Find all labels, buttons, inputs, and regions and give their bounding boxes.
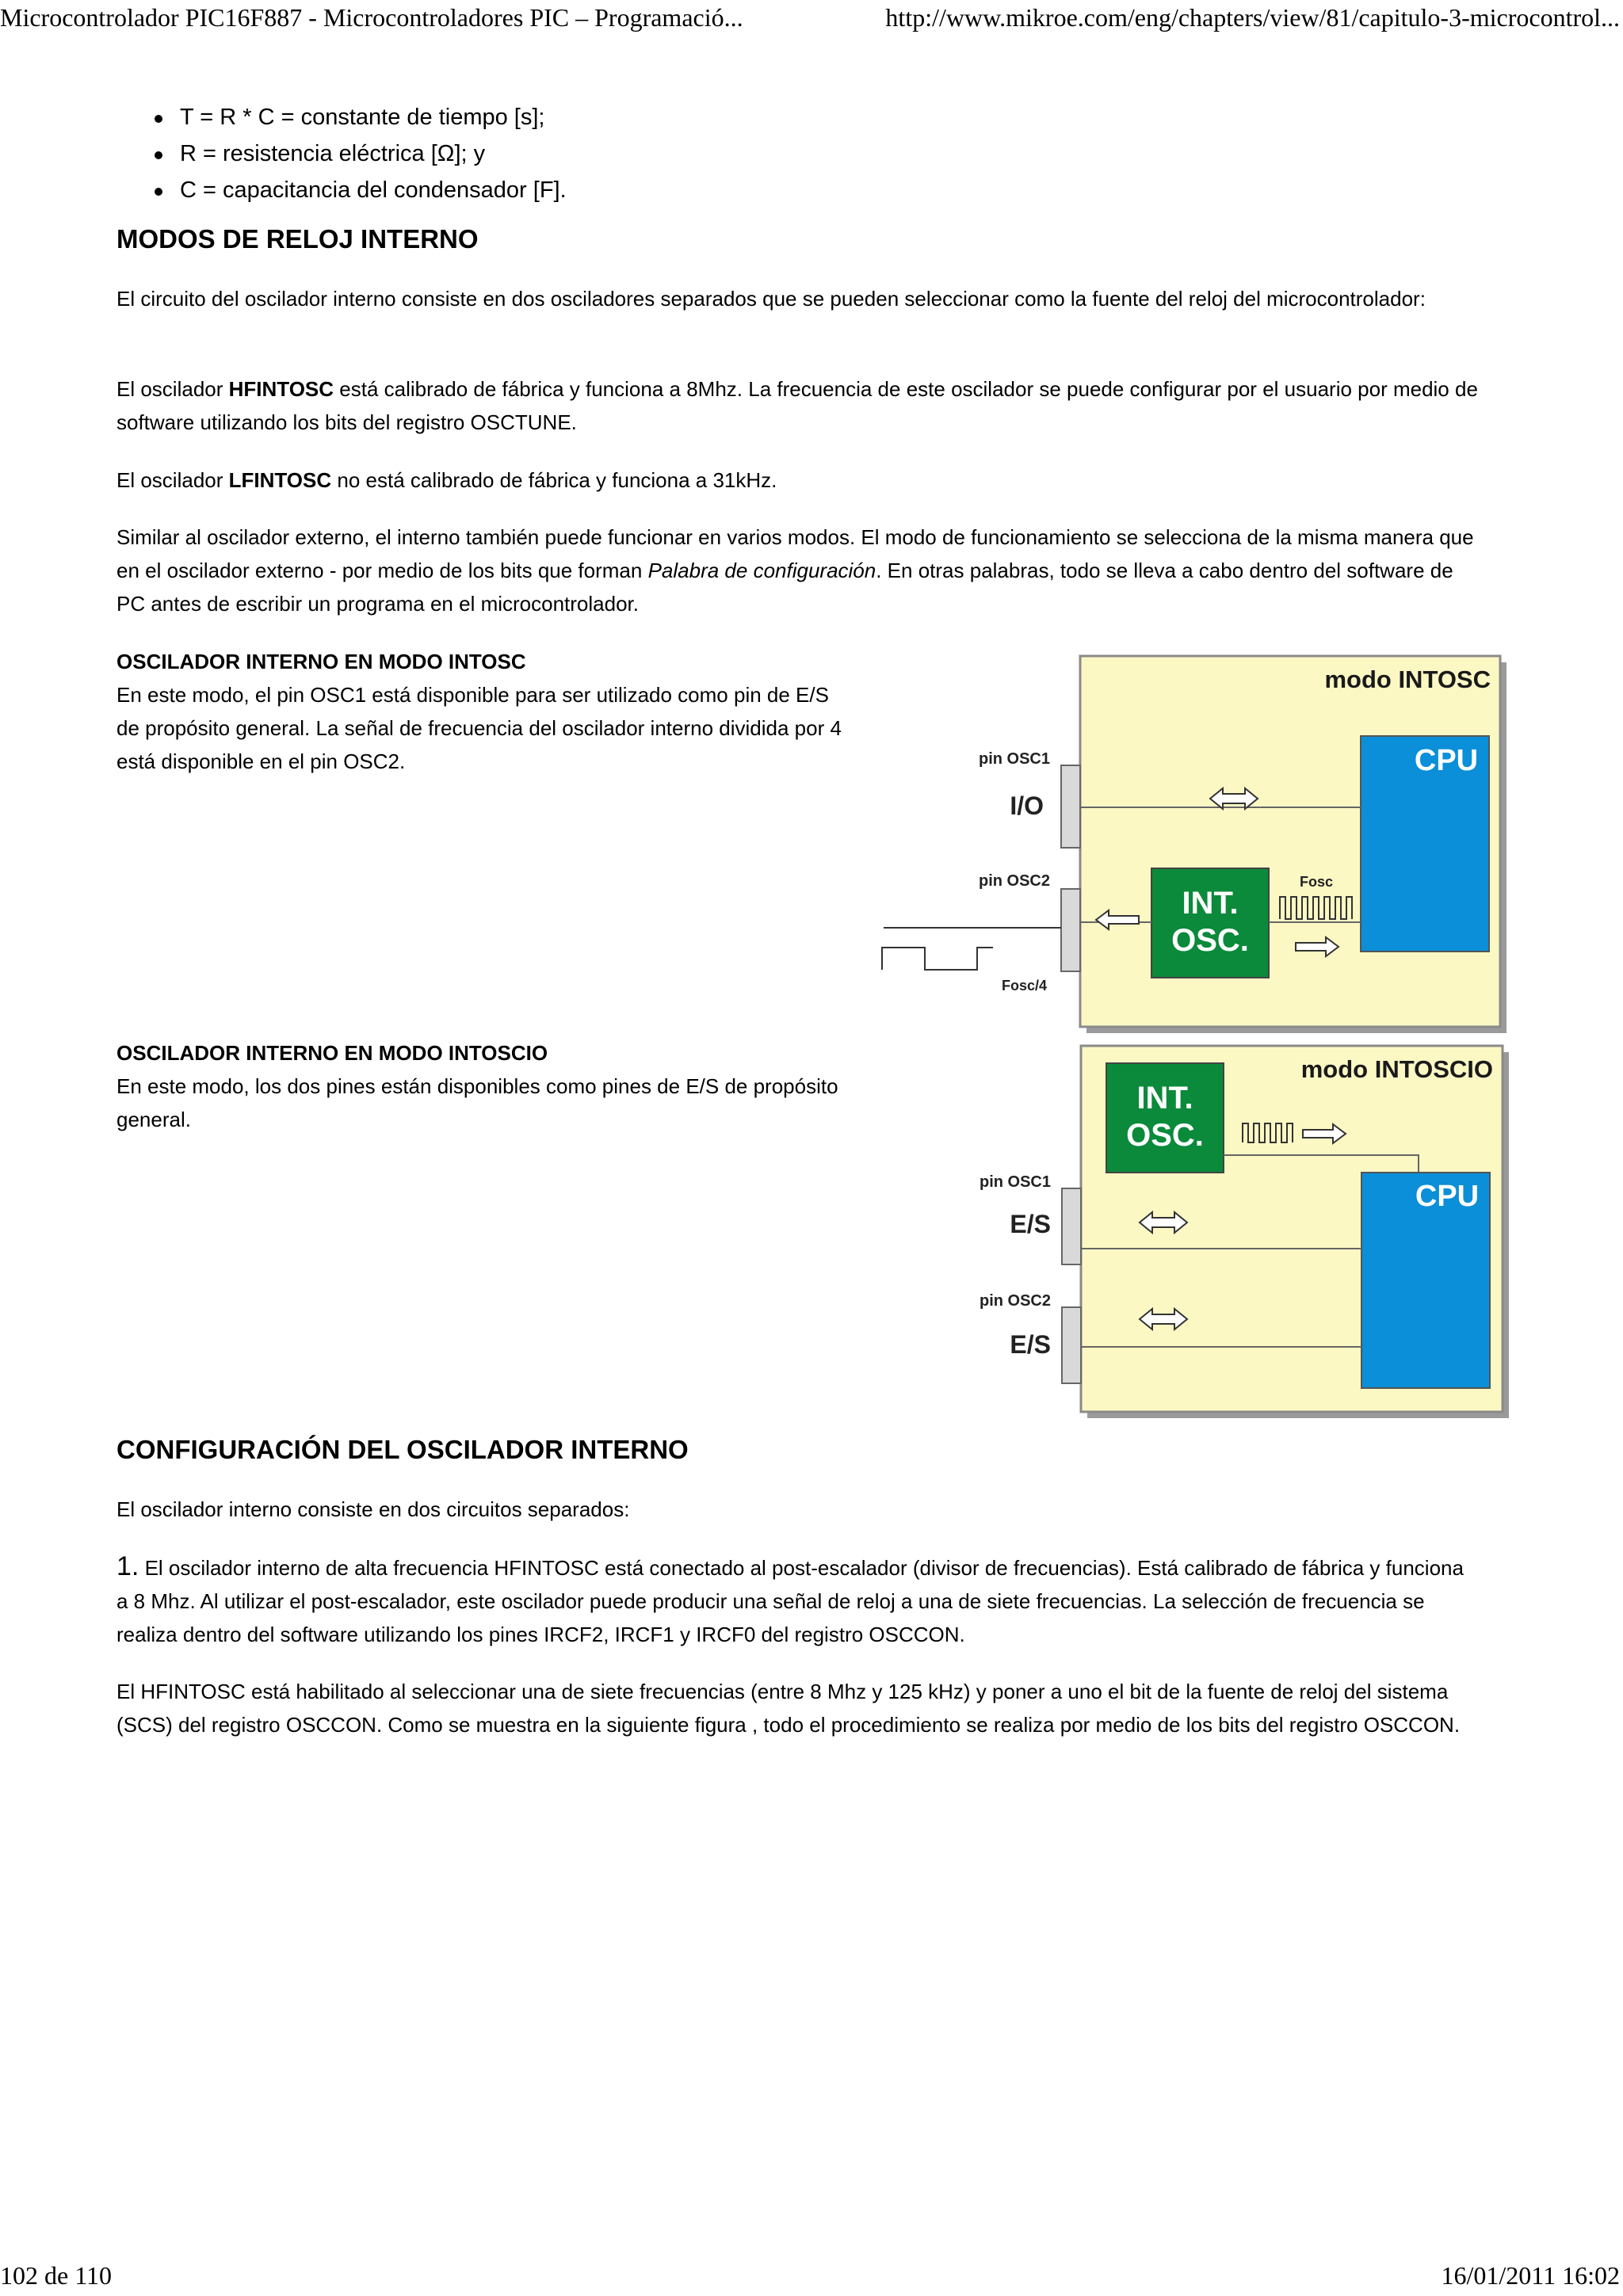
section-heading: CONFIGURACIÓN DEL OSCILADOR INTERNO [116, 1435, 689, 1464]
subsection-heading: OSCILADOR INTERNO EN MODO INTOSC [116, 650, 526, 673]
page-footer-datetime: 16/01/2011 16:02 [1441, 2261, 1620, 2290]
list-item: C = capacitancia del condensador [F]. [180, 172, 972, 208]
paragraph: El oscilador interno consiste en dos circuitos separados: [116, 1497, 630, 1521]
page-footer-number: 102 de 110 [0, 2261, 113, 2290]
int-osc-line2: OSC. [1126, 1118, 1204, 1153]
pin-osc2-label: pin OSC2 [978, 872, 1050, 890]
list-number: 1. [116, 1551, 139, 1581]
pin-osc2-label: pin OSC2 [979, 1292, 1051, 1310]
pin-osc2 [1062, 1307, 1081, 1383]
pin-osc1-function: E/S [1010, 1210, 1051, 1238]
page-header-title: Microcontrolador PIC16F887 - Microcontroladores PIC – Programació... [0, 3, 743, 32]
formula-list [116, 99, 972, 208]
page-header-url: http://www.mikroe.com/eng/chapters/view/81/capitulo-3-microcontrol... [885, 3, 1620, 32]
section-heading: MODOS DE RELOJ INTERNO [116, 224, 479, 254]
paragraph: En este modo, el pin OSC1 está disponible para ser utilizado como pin de E/S de propósito general. La señal de frecuencia del oscilador interno dividida por 4 está disponible en el pin OSC2. [116, 683, 842, 773]
fosc-label: Fosc [1299, 874, 1334, 890]
cpu-label: CPU [1415, 1180, 1480, 1213]
int-osc-line2: OSC. [1171, 923, 1249, 958]
mode-label: modo INTOSC [1324, 666, 1491, 693]
list-item: R = resistencia eléctrica [Ω]; y [180, 135, 972, 172]
intosc-diagram [876, 654, 1510, 1033]
paragraph: El oscilador LFINTOSC no está calibrado de fábrica y funciona a 31kHz. [116, 468, 777, 492]
paragraph: El oscilador HFINTOSC está calibrado de fábrica y funciona a 8Mhz. La frecuencia de este oscilador se puede configurar por el usuario por medio de software utilizando los bits del registro OSCTUNE. [116, 377, 1478, 434]
pin-osc1 [1062, 1188, 1081, 1264]
pin-osc1-function: I/O [1010, 791, 1044, 820]
paragraph: Similar al oscilador externo, el interno también puede funcionar en varios modos. El modo de funcionamiento se selecciona de la misma manera que en el oscilador externo - por medio de los bits que forman Palabra de configuración. En otras palabras, todo se lleva a cabo dentro del software de PC antes de escribir un programa en el microcontrolador. [116, 525, 1474, 616]
paragraph: En este modo, los dos pines están disponibles como pines de E/S de propósito general. [116, 1074, 838, 1131]
list-item: T = R * C = constante de tiempo [s]; [180, 99, 972, 135]
intoscio-diagram [967, 1044, 1514, 1418]
paragraph: El HFINTOSC está habilitado al seleccionar una de siete frecuencias (entre 8 Mhz y 125 kHz) y poner a uno el bit de la fuente de reloj del sistema (SCS) del registro OSCCON. Como se muestra en la siguiente figura , todo el procedimiento se realiza por medio de los bits del registro OSCCON. [116, 1680, 1461, 1737]
int-osc-line1: INT. [1182, 886, 1239, 921]
int-osc-line1: INT. [1136, 1081, 1193, 1116]
paragraph: El circuito del oscilador interno consiste en dos osciladores separados que se pueden seleccionar como la fuente del reloj del microcontrolador: [116, 287, 1426, 311]
fosc4-waveform-icon [882, 948, 993, 970]
mode-label: modo INTOSCIO [1300, 1055, 1493, 1083]
cpu-label: CPU [1414, 744, 1479, 777]
pin-osc1-label: pin OSC1 [979, 1173, 1051, 1191]
fosc4-label: Fosc/4 [1001, 978, 1047, 994]
pin-osc2 [1061, 889, 1080, 971]
pin-osc1-label: pin OSC1 [978, 750, 1050, 768]
pin-osc2-function: E/S [1010, 1330, 1051, 1359]
paragraph: 1. El oscilador interno de alta frecuencia HFINTOSC está conectado al post-escalador (divisor de frecuencias). Está calibrado de fábrica y funciona a 8 Mhz. Al utilizar el post-escalador, este oscilador puede producir una señal de reloj a una de siete frecuencias. La selección de frecuencia se realiza dentro del software utilizando los pines IRCF2, IRCF1 y IRCF0 del registro OSCCON. [116, 1551, 1464, 1646]
subsection-heading: OSCILADOR INTERNO EN MODO INTOSCIO [116, 1041, 548, 1065]
pin-osc1 [1061, 765, 1080, 848]
